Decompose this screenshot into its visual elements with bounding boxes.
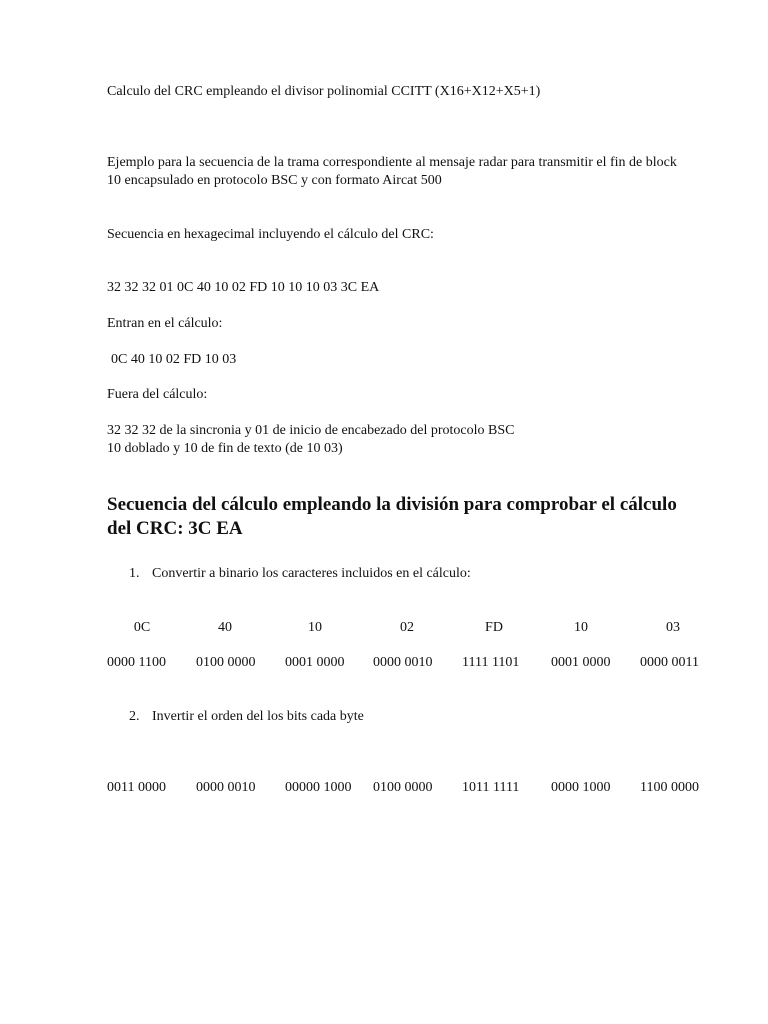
- enter-values: 0C 40 10 02 FD 10 03: [111, 352, 237, 367]
- step-text: Invertir el orden del los bits cada byte: [152, 709, 364, 724]
- hex-intro: Secuencia en hexagecimal incluyendo el cálculo del CRC:: [107, 227, 434, 242]
- outside-line-2: 10 doblado y 10 de fin de texto (de 10 03): [107, 441, 343, 456]
- inverted-cell: 0000 0010: [196, 780, 256, 795]
- inverted-cell: 1100 0000: [640, 780, 699, 795]
- inverted-cell: 00000 1000: [285, 780, 352, 795]
- enter-label: Entran en el cálculo:: [107, 316, 223, 331]
- inverted-cell: 1011 1111: [462, 780, 520, 795]
- binary-cell: 0000 0010: [373, 655, 433, 670]
- outside-label: Fuera del cálculo:: [107, 387, 208, 402]
- binary-cell: 0001 0000: [285, 655, 345, 670]
- section-heading-line-1: Secuencia del cálculo empleando la división para comprobar el cálculo: [107, 494, 677, 515]
- hex-cell: 10: [574, 620, 588, 635]
- example-line-1: Ejemplo para la secuencia de la trama correspondiente al mensaje radar para transmitir el fin de block: [107, 155, 677, 170]
- outside-line-1: 32 32 32 de la sincronia y 01 de inicio de encabezado del protocolo BSC: [107, 423, 515, 438]
- step-number: 1.: [129, 566, 140, 581]
- hex-cell: 03: [666, 620, 680, 635]
- inverted-cell: 0100 0000: [373, 780, 433, 795]
- inverted-cell: 0000 1000: [551, 780, 611, 795]
- hex-cell: FD: [485, 620, 503, 635]
- section-heading-line-2: del CRC: 3C EA: [107, 518, 243, 539]
- binary-cell: 1111 1101: [462, 655, 520, 670]
- step-2: [129, 708, 364, 726]
- example-line-2: 10 encapsulado en protocolo BSC y con formato Aircat 500: [107, 173, 442, 188]
- hex-sequence: 32 32 32 01 0C 40 10 02 FD 10 10 10 03 3C EA: [107, 280, 380, 295]
- hex-cell: 02: [400, 620, 414, 635]
- inverted-cell: 0011 0000: [107, 780, 166, 795]
- binary-cell: 0000 0011: [640, 655, 699, 670]
- hex-cell: 40: [218, 620, 232, 635]
- step-number: 2.: [129, 709, 140, 724]
- binary-cell: 0100 0000: [196, 655, 256, 670]
- step-text: Convertir a binario los caracteres incluidos en el cálculo:: [152, 566, 471, 581]
- step-1: [129, 565, 471, 583]
- hex-cell: 0C: [133, 620, 151, 635]
- hex-cell: 10: [308, 620, 322, 635]
- document-title-line: Calculo del CRC empleando el divisor polinomial CCITT (X16+X12+X5+1): [107, 84, 541, 99]
- binary-cell: 0001 0000: [551, 655, 611, 670]
- binary-cell: 0000 1100: [107, 655, 166, 670]
